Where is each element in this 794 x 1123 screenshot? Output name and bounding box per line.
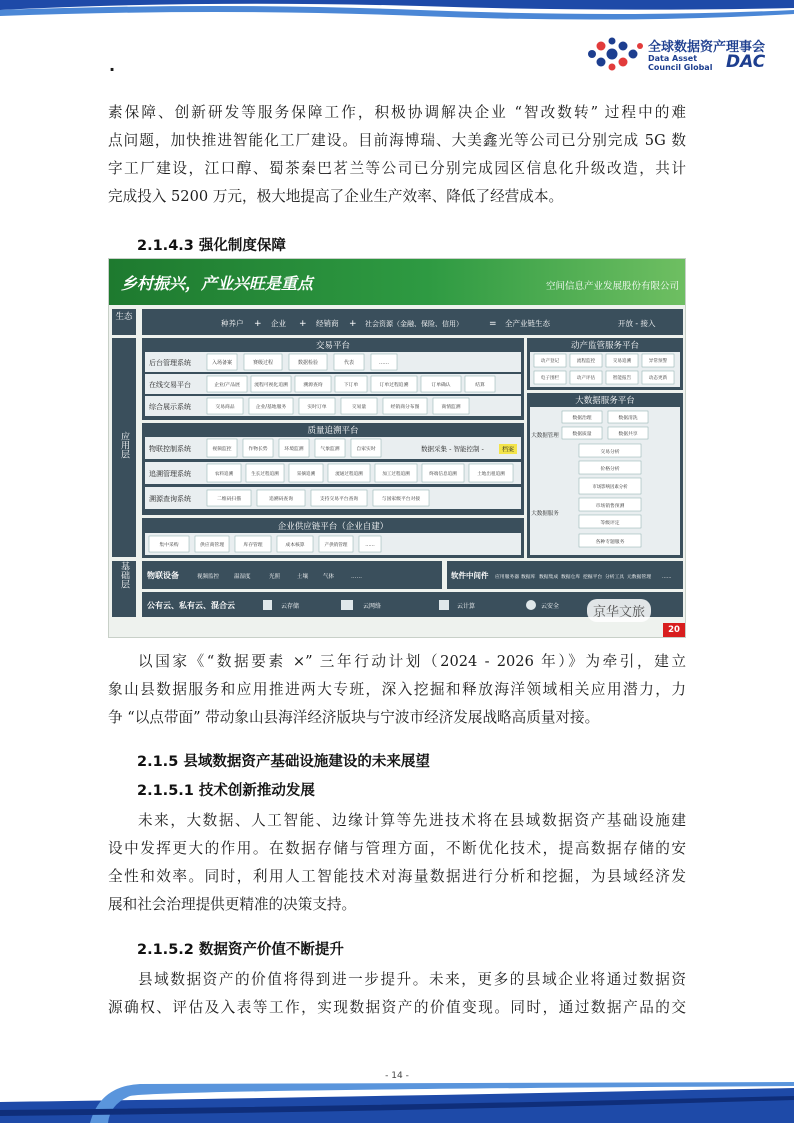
svg-text:物联控制系统: 物联控制系统 — [149, 445, 191, 453]
paragraph-line: 设中发挥更大的作用。在数据存储与管理方面，不断优化技术，提高数据存储的安 — [108, 840, 686, 857]
svg-text:市场影响因素分析: 市场影响因素分析 — [592, 485, 628, 490]
svg-text:数据共享: 数据共享 — [618, 432, 638, 437]
figure-banner — [109, 259, 686, 305]
svg-text:经销商分布图: 经销商分布图 — [390, 405, 420, 410]
svg-text:……: …… — [365, 543, 375, 548]
paragraph-line: 源确权、评估及入表等工作，实现数据资产的价值变现。同时，通过数据产品的交 — [108, 999, 686, 1016]
svg-text:库存管理: 库存管理 — [243, 543, 263, 548]
paragraph-line: 字工厂建设，江口醇、蜀茶秦巴茗兰等公司已分别完成园区信息化升级改造，共计 — [108, 160, 686, 177]
svg-text:综合展示系统: 综合展示系统 — [149, 403, 191, 411]
svg-text:……: …… — [379, 360, 389, 366]
paragraph-line: 点问题，加快推进智能化工厂建设。目前海博瑞、大美鑫光等公司已分别完成 5G 数 — [108, 132, 686, 149]
trade-row — [145, 352, 521, 372]
svg-text:交易商品: 交易商品 — [215, 405, 235, 410]
paragraph-3 — [108, 807, 686, 919]
eco-plus-icon: + — [349, 319, 357, 329]
page-number: - 14 - — [385, 1071, 409, 1081]
iot-devices-bar — [142, 561, 442, 589]
paragraph-line: 县域数据资产的价值将得到进一步提升。未来，更多的县域企业将通过数据资 — [138, 971, 686, 988]
svg-text:订单过程追溯: 订单过程追溯 — [379, 383, 409, 388]
svg-text:数据清洗: 数据清洗 — [618, 416, 638, 421]
svg-text:动态更新: 动态更新 — [648, 376, 668, 381]
rural-revitalization-architecture-figure — [108, 258, 686, 638]
svg-text:自家实时: 自家实时 — [356, 447, 376, 452]
quality-platform-title: 质量追溯平台 — [307, 426, 359, 436]
quality-row — [145, 462, 521, 484]
eco-item: 经销商 — [316, 319, 339, 328]
middleware-item: 数据库 — [521, 575, 536, 580]
figure-title: 乡村振兴，产业兴旺是重点 — [121, 274, 314, 293]
cloud-security-icon — [526, 600, 536, 610]
header-dot: . — [109, 56, 116, 75]
svg-text:农料追溯: 农料追溯 — [214, 472, 234, 477]
supply-chain-row — [145, 533, 521, 555]
bigdata-service-label: 大数据服务 — [531, 511, 559, 517]
svg-text:交易追溯: 交易追溯 — [612, 359, 632, 364]
svg-text:溯源查询系统: 溯源查询系统 — [149, 495, 191, 503]
cloud-item: 云网络 — [363, 603, 382, 610]
middleware-item: 数据仓库 — [561, 575, 581, 580]
svg-text:土地出租追溯: 土地出租追溯 — [477, 472, 505, 477]
trade-row — [145, 374, 521, 394]
svg-text:二维码扫描: 二维码扫描 — [217, 497, 241, 502]
svg-text:交易量: 交易量 — [351, 405, 367, 410]
svg-text:作物长势: 作物长势 — [248, 447, 268, 452]
figure-company: 空间信息产业发展股份有限公司 — [545, 281, 679, 292]
svg-text:数据治理: 数据治理 — [572, 416, 592, 421]
svg-text:生长过程追溯: 生长过程追溯 — [251, 472, 279, 477]
paragraph-line: 素保障、创新研发等服务保障工作，积极协调解决企业 “智改数转” 过程中的难 — [108, 104, 686, 121]
svg-text:成本核算: 成本核算 — [285, 543, 305, 548]
svg-text:动产评估: 动产评估 — [576, 376, 596, 381]
paragraph-line: 完成投入 5200 万元，极大地提高了企业生产效率、降低了经营成本。 — [108, 188, 564, 205]
iot-item: 气体 — [323, 574, 335, 580]
iot-label: 物联设备 — [147, 571, 179, 580]
middleware-label: 软件中间件 — [451, 571, 489, 580]
eco-item: 种养户 — [221, 319, 244, 328]
middleware-item: 数据集成 — [539, 575, 559, 580]
svg-text:追溯管理系统: 追溯管理系统 — [149, 470, 191, 478]
iot-item: …… — [351, 574, 362, 580]
trade-platform-title: 交易平台 — [315, 341, 351, 351]
svg-text:市场销售预测: 市场销售预测 — [595, 504, 625, 509]
svg-text:企业/基地服务: 企业/基地服务 — [255, 405, 287, 410]
heading-2-1-5: 2.1.5 县域数据资产基础设施建设的未来展望 — [137, 754, 430, 770]
figure-watermark: 京华文旅 — [587, 599, 651, 622]
layer-eco-label: 生态 — [115, 312, 133, 322]
middleware-item: 挖掘平台 — [583, 575, 603, 580]
svg-text:等级评定: 等级评定 — [600, 521, 620, 526]
eco-item: 企业 — [271, 319, 286, 328]
quality-row — [145, 437, 521, 459]
logo-abbreviation: DAC — [726, 52, 766, 72]
iot-item: 土壤 — [297, 574, 309, 580]
cloud-compute-icon — [439, 600, 449, 610]
svg-text:异常预警: 异常预警 — [648, 359, 668, 364]
paragraph-line: 全性和效率。同时，利用人工智能技术对海量数据进行分析和挖掘，为县域经济发 — [108, 868, 686, 885]
eco-plus-icon: + — [299, 319, 307, 329]
quality-note: 数据采集 - 智能控制 - — [421, 445, 484, 453]
cloud-item: 云存储 — [281, 603, 300, 610]
paragraph-line: 以国家《“数据要素 ×” 三年行动计划（2024 - 2026 年）》为牵引，建立 — [138, 653, 686, 670]
eco-tail: 开放 - 接入 — [618, 319, 656, 328]
cloud-network-icon — [341, 600, 353, 610]
svg-text:流通过程追溯: 流通过程追溯 — [335, 472, 363, 477]
svg-text:终端信息追溯: 终端信息追溯 — [429, 472, 457, 477]
svg-text:与国家级平台对接: 与国家级平台对接 — [381, 497, 421, 502]
paragraph-line: 展和社会治理提供更精准的决策支持。 — [108, 896, 357, 913]
heading-2-1-5-2: 2.1.5.2 数据资产价值不断提升 — [137, 942, 344, 958]
figure-page-tag: 20 — [663, 623, 685, 637]
svg-text:入场备案: 入场备案 — [211, 360, 233, 366]
supply-chain-title: 企业供应链平台（企业自建） — [277, 522, 389, 532]
svg-text:采摘追溯: 采摘追溯 — [296, 472, 316, 477]
iot-item: 光照 — [269, 574, 281, 580]
eco-plus-icon: + — [254, 319, 262, 329]
svg-text:加工过程追溯: 加工过程追溯 — [382, 472, 410, 477]
eco-equals-icon: = — [489, 319, 497, 329]
cloud-storage-icon — [263, 600, 272, 610]
logo-chinese-name: 全球数据资产理事会 — [648, 40, 766, 55]
middleware-item: 元数据管理 — [627, 575, 651, 580]
layer-base-label: 基础层 — [119, 561, 129, 589]
bigdata-mgmt-label: 大数据管理 — [531, 433, 559, 439]
svg-text:流程可视化追溯: 流程可视化追溯 — [254, 383, 288, 388]
quality-note-highlight: 档案 — [501, 446, 515, 454]
logo-english-line2: Council Global — [648, 63, 713, 72]
cloud-item: 云计算 — [457, 603, 476, 610]
iot-item: 温湿度 — [234, 574, 251, 580]
architecture-diagram — [109, 305, 686, 638]
quality-row — [145, 487, 521, 509]
svg-text:赛级过程: 赛级过程 — [252, 360, 274, 366]
svg-text:集中采购: 集中采购 — [159, 543, 179, 548]
paragraph-line: 象山县数据服务和应用推进两大专班，深入挖掘和释放海洋领域相关应用潜力，力 — [108, 681, 686, 698]
svg-text:产供销管理: 产供销管理 — [324, 543, 348, 548]
iot-item: 视频监控 — [197, 574, 220, 580]
eco-item: 社会资源（金融、保险、信用） — [365, 320, 463, 328]
svg-text:溯源查询: 溯源查询 — [303, 383, 323, 388]
middleware-item: …… — [662, 575, 672, 580]
regulation-platform-title: 动产监管服务平台 — [570, 341, 640, 351]
svg-text:视频监控: 视频监控 — [212, 447, 232, 452]
paragraph-line: 争 “以点带面” 带动象山县海洋经济版块与宁波市经济发展战略高质量对接。 — [108, 709, 600, 726]
cloud-item: 云安全 — [541, 603, 560, 610]
paragraph-4 — [108, 966, 686, 1022]
heading-2-1-4-3: 2.1.4.3 强化制度保障 — [137, 238, 286, 254]
svg-text:各种专题服务: 各种专题服务 — [595, 540, 625, 545]
footer-band — [0, 1080, 794, 1123]
dac-logo-mark — [586, 34, 644, 74]
svg-text:支持交易平台查询: 支持交易平台查询 — [319, 497, 359, 502]
middleware-item: 分析工具 — [605, 575, 625, 580]
cloud-label: 公有云、私有云、混合云 — [147, 601, 235, 610]
svg-text:企业/产品展: 企业/产品展 — [214, 383, 240, 388]
svg-text:电子围栏: 电子围栏 — [540, 376, 560, 381]
svg-text:数据质量: 数据质量 — [572, 432, 592, 437]
svg-text:后台管理系统: 后台管理系统 — [149, 359, 191, 367]
svg-text:供应商管理: 供应商管理 — [200, 543, 224, 548]
svg-text:智能报告: 智能报告 — [612, 376, 632, 381]
svg-text:结算: 结算 — [475, 383, 485, 388]
svg-text:动产登记: 动产登记 — [540, 359, 560, 364]
heading-2-1-5-1: 2.1.5.1 技术创新推动发展 — [137, 783, 315, 799]
svg-text:数据检验: 数据检验 — [297, 360, 319, 366]
paragraph-line: 未来，大数据、人工智能、边缘计算等先进技术将在县域数据资产基础设施建 — [138, 812, 686, 829]
svg-text:下订单: 下订单 — [343, 383, 359, 388]
svg-text:环境监测: 环境监测 — [284, 447, 304, 452]
svg-text:商情监测: 商情监测 — [441, 405, 461, 410]
logo-english-line1: Data Asset — [648, 54, 698, 63]
paragraph-2 — [108, 648, 686, 732]
svg-text:订单确认: 订单确认 — [431, 383, 451, 388]
svg-text:代表: 代表 — [343, 360, 355, 366]
svg-text:追溯码查询: 追溯码查询 — [269, 497, 293, 502]
paragraph-1 — [108, 99, 686, 211]
eco-result: 全产业链生态 — [505, 319, 550, 328]
bigdata-platform-title: 大数据服务平台 — [575, 396, 635, 406]
middleware-item: 应用服务器 — [495, 575, 519, 580]
dac-logo — [586, 34, 786, 74]
svg-text:在线交易平台: 在线交易平台 — [149, 381, 191, 389]
layer-app-label: 应用层 — [119, 431, 129, 459]
svg-text:流程监控: 流程监控 — [576, 359, 596, 364]
svg-text:气象监测: 气象监测 — [320, 447, 340, 452]
trade-row — [145, 396, 521, 416]
svg-text:交易分析: 交易分析 — [600, 450, 620, 455]
svg-text:实时订单: 实时订单 — [307, 405, 327, 410]
svg-text:价格分析: 价格分析 — [600, 467, 620, 472]
